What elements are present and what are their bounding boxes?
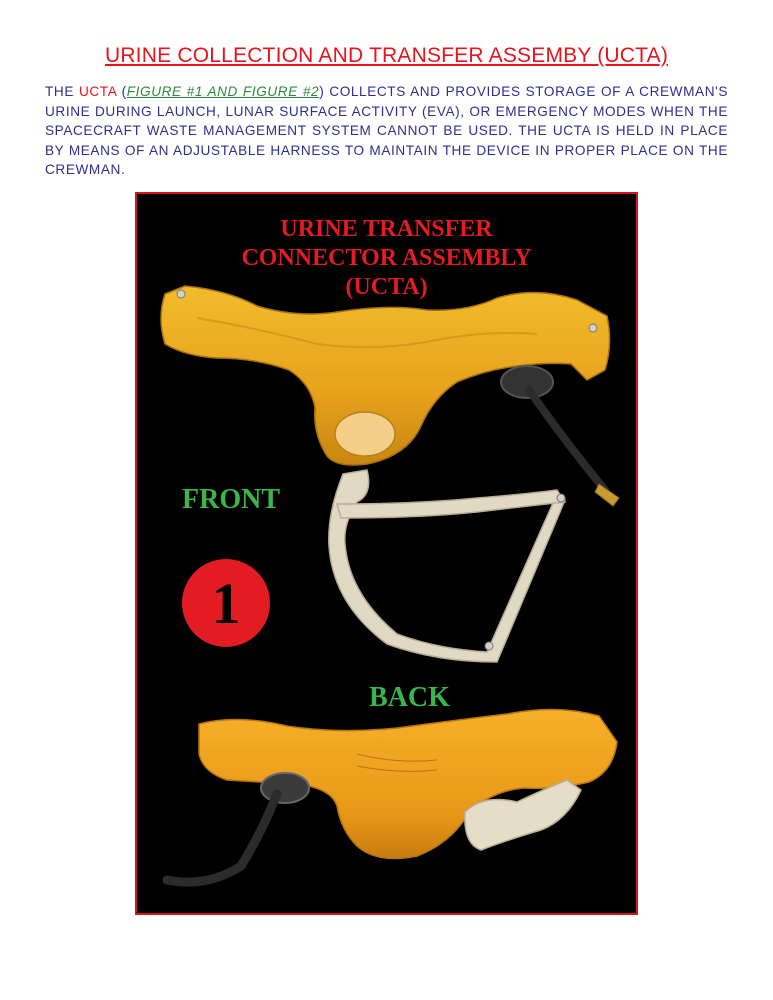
back-valve <box>261 773 309 803</box>
front-tube <box>529 390 605 490</box>
intro-figure-open: ( <box>116 84 127 99</box>
intro-figure-close: ) <box>319 84 325 99</box>
figure-number-badge: 1 <box>182 559 270 647</box>
ucta-photo-illustration <box>137 194 636 913</box>
document-title: URINE COLLECTION AND TRANSFER ASSEMBY (UCTA) <box>104 44 669 67</box>
front-label: FRONT <box>182 484 280 515</box>
front-strap-top <box>337 490 565 518</box>
back-label: BACK <box>369 682 450 713</box>
back-tube <box>167 794 277 882</box>
intro-lead: THE <box>45 84 79 99</box>
poster-title-line-3: (UCTA) <box>345 274 428 300</box>
intro-ucta: UCTA <box>78 84 117 99</box>
snap-icon <box>557 494 565 502</box>
poster-title-line-1: URINE TRANSFER <box>280 216 493 242</box>
poster-title-line-2: CONNECTOR ASSEMBLY <box>241 245 532 271</box>
intro-body: COLLECTS AND PROVIDES STORAGE OF A CREWMAN'S URINE DURING LAUNCH, LUNAR SURFACE ACTIVITY (EVA), OR EMERGENCY MODES WHEN THE SPACECRAFT WASTE MANAGEMENT SYSTEM CANNOT BE USED. THE UCTA IS HELD IN PLACE BY MEANS OF AN ADJUSTABLE HARNESS TO MAINTAIN THE DEVICE IN PROPER PLACE ON THE CREWMAN. <box>45 84 728 177</box>
intro-paragraph <box>45 82 728 180</box>
snap-icon <box>589 324 597 332</box>
front-bag-pouch <box>335 412 395 456</box>
snap-icon <box>485 642 493 650</box>
poster-image <box>135 192 638 915</box>
figure-reference-link[interactable]: FIGURE #1 AND FIGURE #2 <box>126 84 320 99</box>
